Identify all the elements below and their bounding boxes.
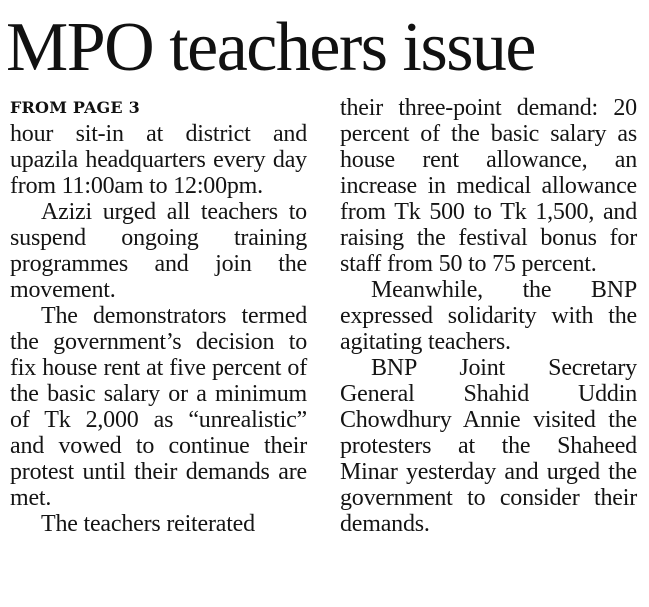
paragraph: BNP Joint Secretary General Shahid Uddin Chowdhury Annie visited the protesters at the Shaheed Minar yesterday and urged the government to consider their demands. [340,355,637,537]
paragraph: The teachers reiterated [41,511,255,537]
paragraph: Meanwhile, the BNP expressed solidarity with the agitating teachers. [340,277,637,355]
article-column-left [10,95,307,537]
article-column-right [340,95,637,537]
continued-from-label: FROM PAGE 3 [10,98,140,117]
paragraph: The demonstrators termed the government’s decision to fix house rent at five percent of the basic salary or a minimum of Tk 2,000 as “unrealistic” and vowed to continue their protest until their demands are met. [10,303,307,511]
headline: MPO teachers issue [6,9,536,86]
paragraph: hour sit-in at district and upazila headquarters every day from 11:00am to 12:00pm. [10,121,307,199]
paragraph: Azizi urged all teachers to suspend ongoing training programmes and join the movement. [10,199,307,303]
paragraph: their three-point demand: 20 percent of the basic salary as house rent allowance, an increase in medical allowance from Tk 500 to Tk 1,500, and raising the festival bonus for staff from 50 to 75 percent. [340,95,637,277]
